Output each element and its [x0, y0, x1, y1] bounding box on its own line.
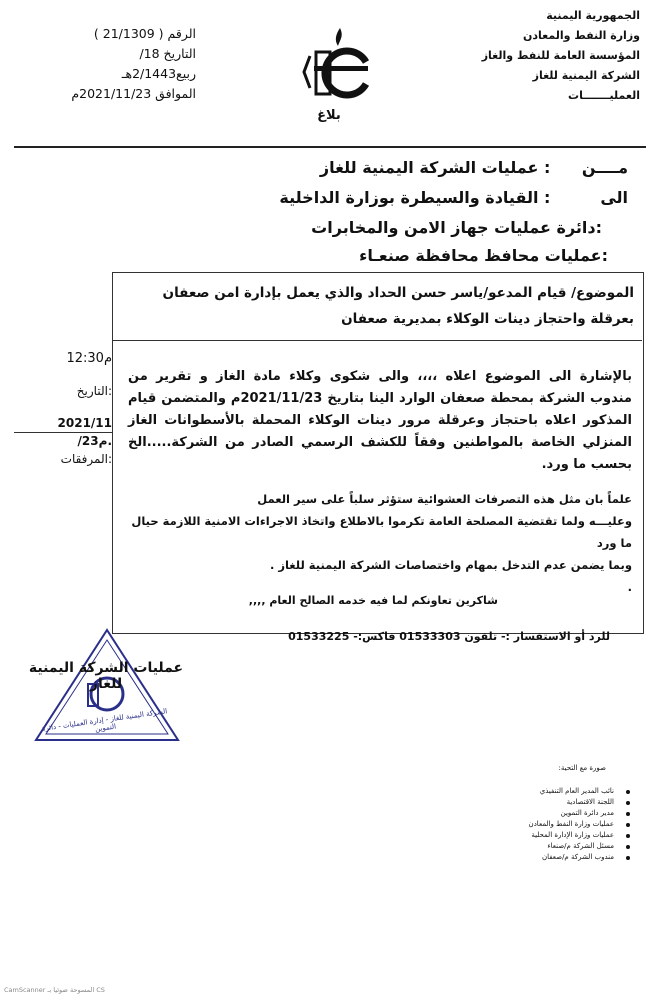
body-line: علماً بان مثل هذه التصرفات العشوائية ستؤثر سلباً على سير العمل	[257, 492, 632, 506]
subject: الموضوع/ قيام المدعو/ياسر حسن الحداد والذي يعمل بإدارة امن صعفان بعرقلة واحتجاز دينات الوكلاء بمديرية صعفان	[162, 285, 634, 327]
hijri-date: التاريخ 18/ربيع2/1443هـ	[121, 46, 196, 81]
body-line: .	[627, 580, 632, 594]
cc-item: مندوب الشركة م/صعفان	[504, 852, 614, 863]
body-line: وعليـــه ولما تقتضية المصلحة العامة تكرموا بالاطلاع واتخاذ الاجراءات الامنية اللازمة حيال ما ورد	[131, 514, 632, 550]
side-date-label: التاريخ:	[76, 384, 112, 398]
cc-item: مسئل الشركة م/صنعاء	[504, 841, 614, 852]
letterhead-right	[440, 6, 640, 106]
letterhead-line: الشركة اليمنية للغاز	[532, 69, 640, 82]
to-label: الى	[600, 188, 628, 207]
company-logo	[300, 22, 378, 104]
letterhead-line: العمليـــــــات	[568, 89, 640, 102]
contact-line: للرد أو الاستفسار :- تلفون 01533303 فاكس:- 01533225	[288, 630, 610, 643]
side-divider	[14, 432, 112, 433]
cc-item: عمليات وزارة الإدارة المحلية	[504, 830, 614, 841]
cc-item: مدير دائرة التموين	[504, 808, 614, 819]
reference-block	[66, 24, 196, 104]
letterhead-line: الجمهورية اليمنية	[546, 9, 640, 22]
from-value: : عمليات الشركة اليمنية للغاز	[319, 158, 551, 177]
body-line: وبما يضمن عدم التدخل بمهام واختصاصات الشركة اليمنية للغاز .	[269, 558, 632, 572]
thanks-line: شاكرين تعاونكم لما فيه خدمه الصالح العام ,,,,	[248, 594, 498, 607]
body-paragraph: بالإشارة الى الموضوع اعلاه ،،،، والى شكوى وكلاء مادة الغاز و تقرير من مندوب الشركة بمحطة صعفان الوارد الينا بتاريخ 2021/11/23م والمتضمن قيام المذكور اعلاه باحتجاز وعرقلة مرور دينات الوكلاء المحملة بالأسطوانات الغاز المنزلي الخاصة بالمواطنين وفقاً للكشف الرسمي الصادر من الشركة.....الخ بحسب ما ورد.	[128, 369, 632, 472]
scanner-watermark: CamScanner المسوحة ضوئيا بـ CS	[4, 986, 105, 994]
stamp-text: الشركة اليمنية للغاز - إدارة العمليات - دائرة التموين	[41, 707, 168, 734]
letterhead-line: وزارة النفط والمعادن	[523, 29, 640, 42]
side-attachments: المرفقات:	[60, 452, 112, 466]
side-time: 12:30م	[66, 351, 112, 366]
recipient-line: :عمليات محافظ محافظة صنعـاء	[359, 246, 608, 265]
side-date-value: 2021/11 /23م.	[57, 416, 112, 448]
cc-list	[504, 786, 614, 863]
cc-item: عمليات وزارة النفط والمعادن	[504, 819, 614, 830]
to-value: : القيادة والسيطرة بوزارة الداخلية	[279, 188, 551, 207]
gregorian-date: الموافق 2021/11/23م	[71, 86, 196, 101]
cc-title: صورة مع التحية:	[558, 764, 606, 772]
from-line	[28, 158, 628, 177]
notice-title: بلاغ	[317, 108, 341, 123]
letterhead-line: المؤسسة العامة للنفط والغاز	[481, 49, 640, 62]
body-conclusion	[128, 488, 632, 598]
cc-item: نائب المدير العام التنفيذي	[504, 786, 614, 797]
from-label: مــــن	[581, 158, 628, 177]
recipient-line: :دائرة عمليات جهاز الامن والمخابرات	[311, 218, 602, 237]
cc-item: اللجنة الاقتصادية	[504, 797, 614, 808]
signature-name: عمليات الشركة اليمنية للغاز	[28, 660, 184, 692]
to-line	[28, 188, 628, 207]
header-divider	[14, 146, 646, 148]
reference-number: الرقم ( 21/1309 )	[93, 26, 196, 41]
